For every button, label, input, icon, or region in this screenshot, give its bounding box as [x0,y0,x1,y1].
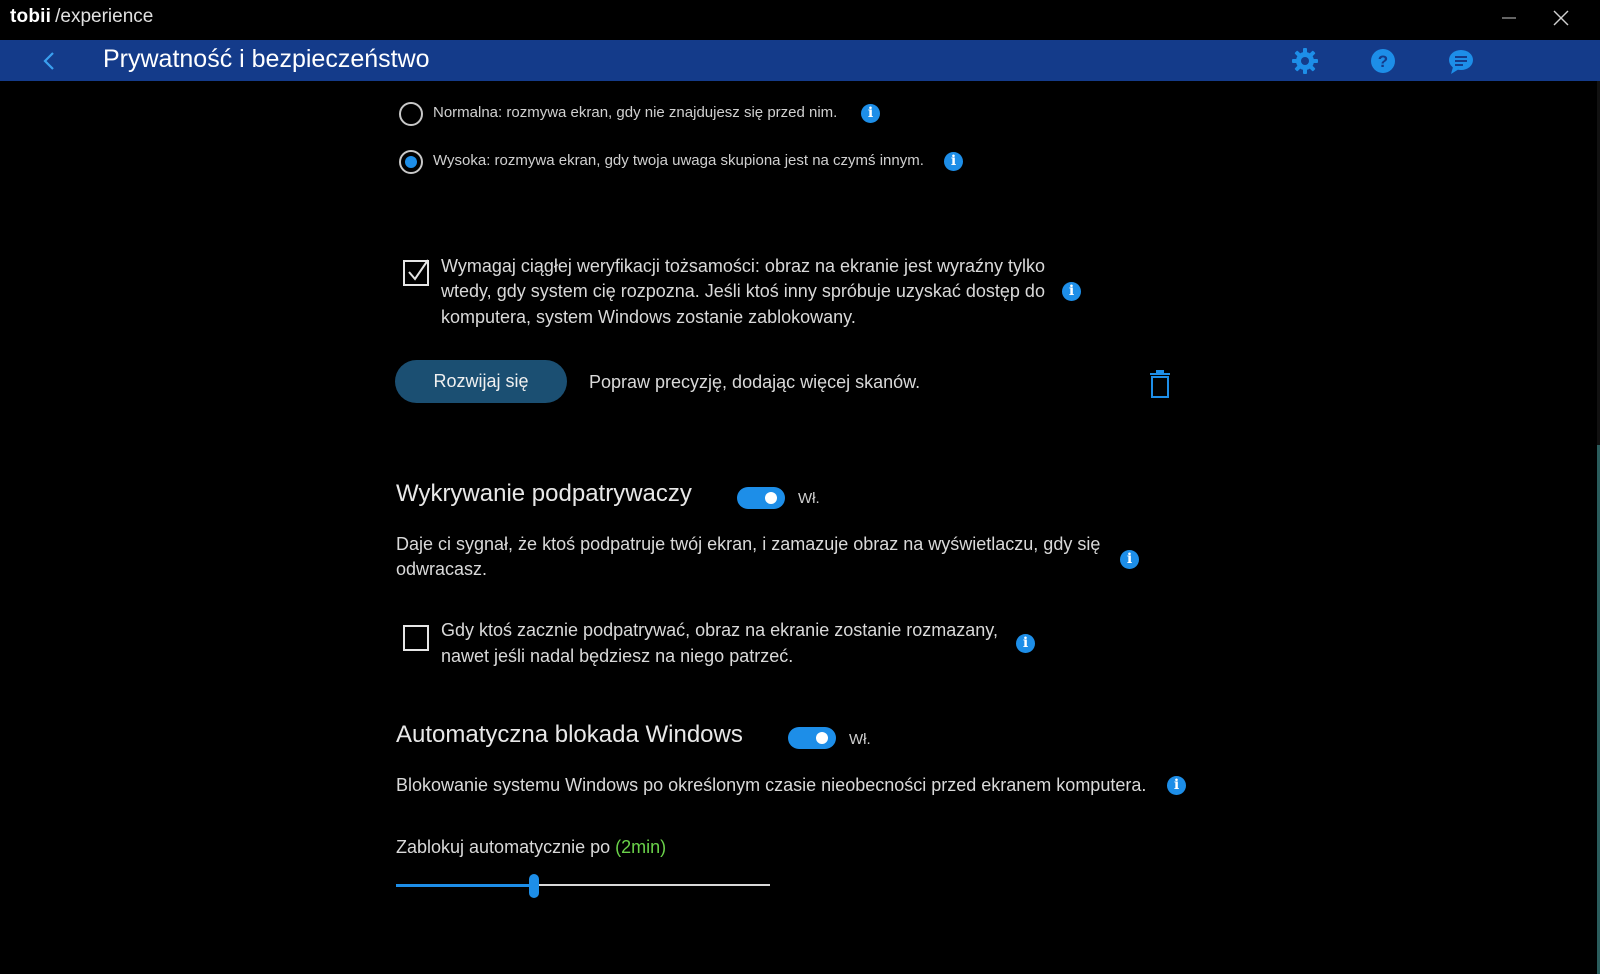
slider-value: (2min) [615,837,667,857]
brand-suffix: /experience [55,6,154,27]
trash-icon [1148,369,1172,399]
peek-toggle-state: Wł. [798,490,820,507]
verification-text-line2: wtedy, gdy system cię rozpozna. Jeśli ktoś inny spróbuje uzyskać dostęp do [441,281,1045,301]
back-button[interactable] [36,48,62,74]
autolock-description: Blokowanie systemu Windows po określonym czasie nieobecności przed ekranem komputera. [396,775,1147,795]
radio-high-label: Wysoka: rozmywa ekran, gdy twoja uwaga skupiona jest na czymś innym. [433,152,924,169]
minimize-icon [1502,11,1516,25]
svg-text:?: ? [1377,52,1389,71]
close-icon [1553,10,1569,26]
autolock-slider-label [396,835,666,860]
checkmark-icon [406,257,430,283]
minimize-button[interactable] [1486,0,1532,36]
slider-label-text: Zablokuj automatycznie po [396,837,611,857]
autolock-slider[interactable] [396,874,770,896]
peek-description-line2: odwracasz. [396,559,488,579]
peek-description-line1: Daje ci sygnał, że ktoś podpatruje twój ekran, i zamazuje obraz na wyświetlaczu, gdy się [396,534,1101,554]
info-icon[interactable]: i [1120,550,1139,569]
question-icon [1369,47,1397,75]
verification-text-line1: Wymagaj ciągłej weryfikacji tożsamości: obraz na ekranie jest wyraźny tylko [441,256,1046,276]
peek-option-line1: Gdy ktoś zacznie podpatrywać, obraz na ekranie zostanie rozmazany, [441,620,998,640]
help-button[interactable] [1368,46,1398,76]
info-icon[interactable]: i [861,104,880,123]
autolock-section-title: Automatyczna blokada Windows [396,721,743,748]
improve-recognition-button[interactable]: Rozwijaj się [395,360,567,403]
autolock-toggle-state: Wł. [849,731,871,748]
autolock-toggle[interactable] [788,727,836,749]
page-header [0,40,1600,81]
close-button[interactable] [1538,0,1584,36]
title-bar [0,0,1600,40]
improve-hint: Popraw precyzję, dodając więcej skanów. [589,372,921,392]
slider-track [534,884,770,886]
peek-toggle[interactable] [737,487,785,509]
info-icon[interactable]: i [944,152,963,171]
toggle-knob [816,732,828,744]
peek-option-line2: nawet jeśli nadal będziesz na niego patrzeć. [441,646,794,666]
info-icon[interactable]: i [1062,282,1081,301]
radio-high[interactable] [399,150,423,174]
verification-text-line3: komputera, system Windows zostanie zablokowany. [441,307,856,327]
radio-normal[interactable] [399,102,423,126]
chevron-left-icon [43,52,55,70]
settings-button[interactable] [1290,46,1320,76]
delete-profile-button[interactable] [1148,369,1172,399]
toggle-knob [765,492,777,504]
peek-blur-checkbox[interactable] [403,625,429,651]
feedback-button[interactable] [1446,46,1476,76]
chat-icon [1447,47,1475,75]
page-title: Prywatność i bezpieczeństwo [103,45,430,73]
radio-normal-label: Normalna: rozmywa ekran, gdy nie znajdujesz się przed nim. [433,104,838,121]
app-brand [10,6,153,28]
peek-section-title: Wykrywanie podpatrywaczy [396,480,692,507]
slider-track-filled [396,884,534,887]
gear-icon [1291,47,1319,75]
info-icon[interactable]: i [1167,776,1186,795]
brand-logo: tobii [10,6,52,27]
slider-thumb[interactable] [529,874,539,898]
info-icon[interactable]: i [1016,634,1035,653]
verification-checkbox[interactable] [403,260,429,286]
